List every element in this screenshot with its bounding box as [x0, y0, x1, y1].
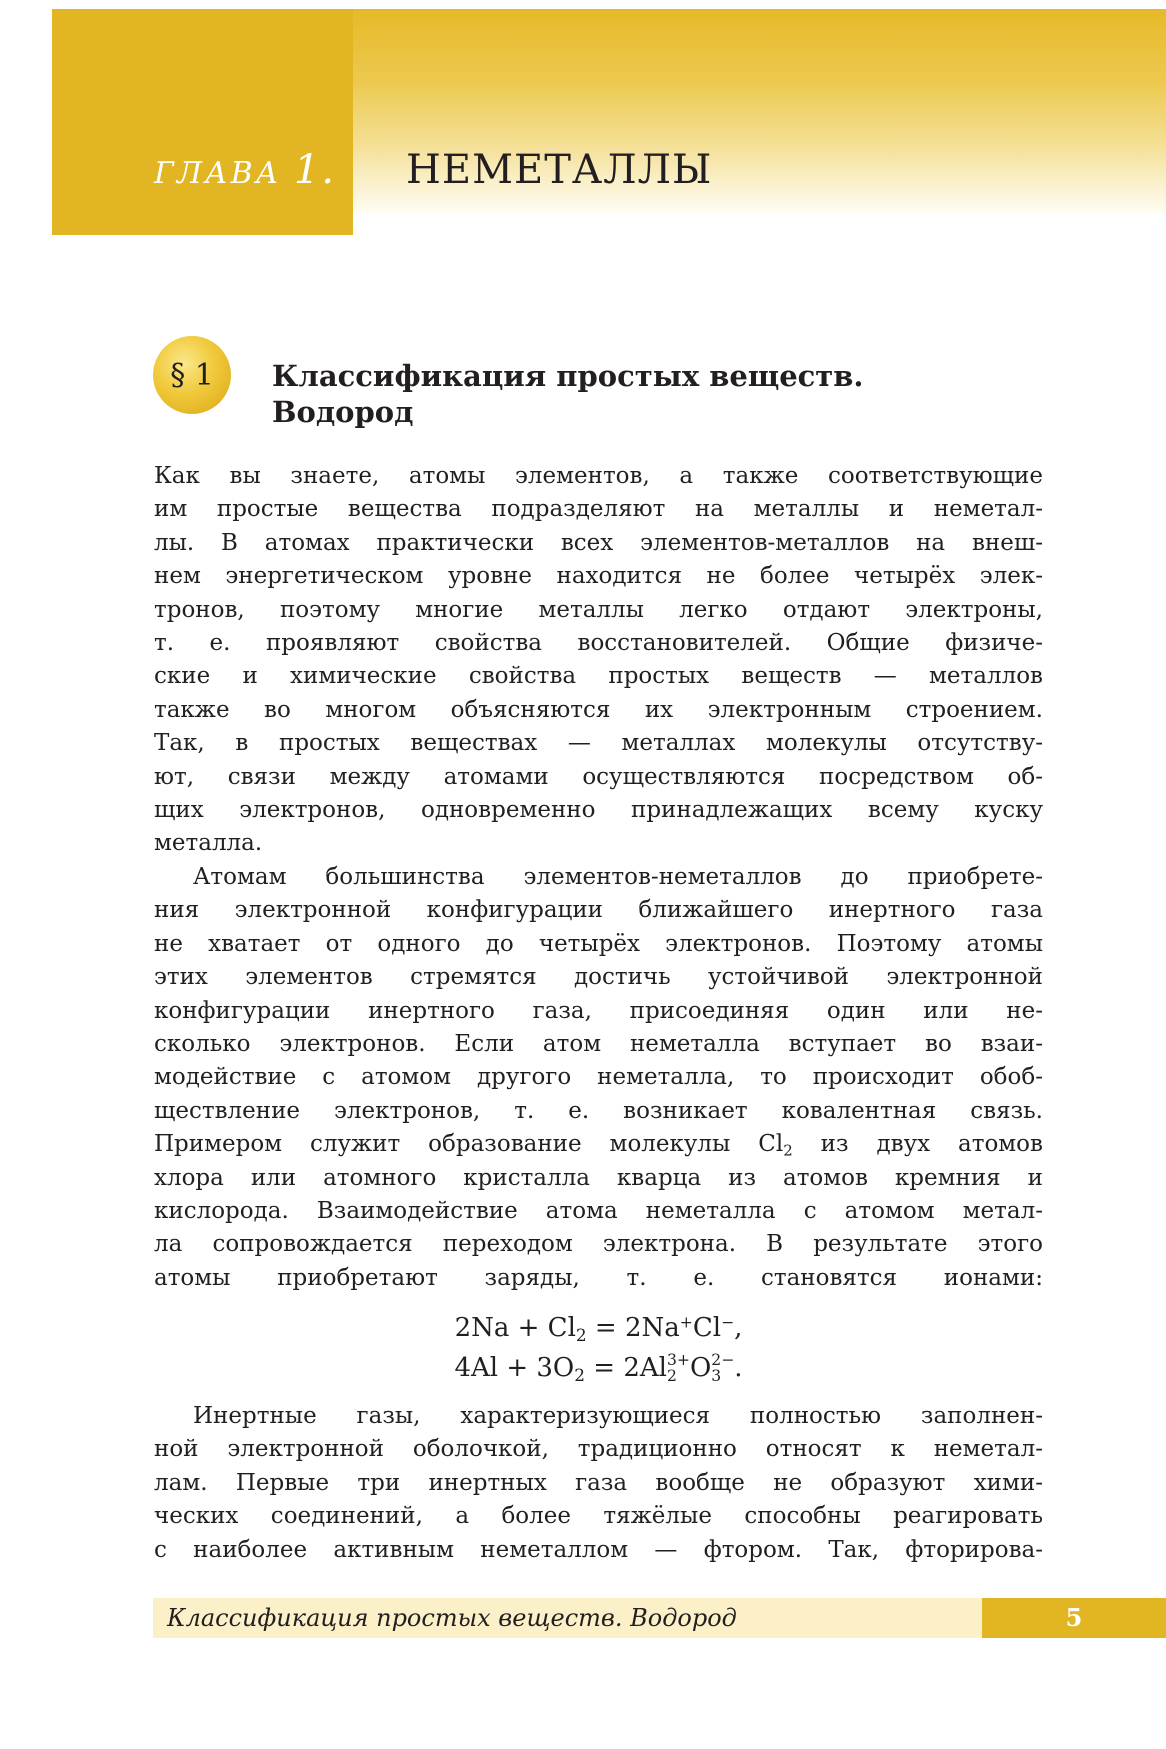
text-line: лам. Первые три инертных газа вообще не образуют хими- [154, 1469, 1043, 1496]
text-line: металла. [154, 830, 263, 857]
equation-sodium-chlorine: $2Na + Cl_2 = 2Na^+Cl^-$, [454, 1313, 743, 1346]
section-title-line: Классификация простых веществ. [272, 359, 864, 393]
text-line: кислорода. Взаимодействие атома неметалла с атомом метал- [154, 1197, 1043, 1224]
page-footer [153, 1598, 1166, 1638]
text-line: Атомам большинства элементов-неметаллов до приобрете- [193, 864, 1043, 890]
text-line: щих электронов, одновременно принадлежащих всему куску [154, 796, 1043, 823]
section-title [272, 358, 864, 430]
text-line: ния электронной конфигурации ближайшего инертного газа [154, 897, 1043, 924]
text-line: конфигурации инертного газа, присоединяя один или не- [154, 997, 1043, 1024]
text-line: тронов, поэтому многие металлы легко отдают электроны, [154, 596, 1043, 623]
text-line: ют, связи между атомами осуществляются посредством об- [154, 763, 1043, 790]
text-line: лы. В атомах практически всех элементов-металлов на внеш- [154, 529, 1043, 556]
text-line: т. е. проявляют свойства восстановителей. Общие физиче- [154, 629, 1043, 656]
text-line: также во многом объясняются их электронным строением. [154, 696, 1043, 723]
text-fragment: из двух атомов [792, 1131, 1043, 1158]
chapter-label [154, 147, 337, 194]
section-number: § 1 [170, 357, 214, 393]
subscript: 2 [783, 1141, 793, 1160]
text-line: ществление электронов, т. е. возникает ковалентная связь. [154, 1097, 1043, 1124]
text-line: ские и химические свойства простых веществ — металлов [154, 663, 1043, 690]
text-line: ческих соединений, а более тяжёлые способны реагировать [154, 1503, 1043, 1530]
text-line: этих элементов стремятся достичь устойчивой электронной [154, 964, 1043, 991]
section-title-line: Водород [272, 395, 414, 429]
page-number: 5 [982, 1598, 1166, 1638]
equation-aluminium-oxygen: $4Al + 3O_2 = 2Al$ 3+ 2 O 2− 3 . [454, 1351, 743, 1386]
text-line: не хватает от одного до четырёх электронов. Поэтому атомы [154, 930, 1043, 957]
text-line: Как вы знаете, атомы элементов, а также соответствующие [154, 463, 1043, 489]
text-line: им простые вещества подразделяют на металлы и неметал- [154, 496, 1043, 523]
text-line [154, 1128, 1043, 1161]
equations [154, 1308, 1043, 1388]
text-line: Так, в простых веществах — металлах молекулы отсутству- [154, 730, 1043, 757]
text-line: ной электронной оболочкой, традиционно относят к неметал- [154, 1436, 1043, 1463]
running-title: Классификация простых веществ. Водород [167, 1604, 737, 1632]
chapter-title: НЕМЕТАЛЛЫ [406, 147, 713, 193]
text-line: сколько электронов. Если атом неметалла вступает во взаи- [154, 1030, 1043, 1057]
paragraph-3 [154, 1400, 1043, 1567]
text-line: Инертные газы, характеризующиеся полностью заполнен- [193, 1403, 1043, 1429]
chapter-label-box [52, 9, 353, 235]
chapter-word: ГЛАВА [154, 156, 282, 191]
text-line: атомы приобретают заряды, т. е. становятся ионами: [154, 1264, 1043, 1291]
section-badge [153, 336, 231, 414]
text-fragment: Примером служит образование молекулы Cl [154, 1131, 784, 1158]
text-line: с наиболее активным неметаллом — фтором. Так, фторирова- [154, 1536, 1043, 1563]
text-line: модействие с атомом другого неметалла, то происходит обоб- [154, 1064, 1043, 1091]
text-line: хлора или атомного кристалла кварца из атомов кремния и [154, 1164, 1043, 1191]
paragraph-2 [154, 861, 1043, 1295]
text-line: ла сопровождается переходом электрона. В результате этого [154, 1231, 1043, 1258]
paragraph-1 [154, 460, 1043, 861]
chapter-number: 1. [293, 147, 337, 193]
charge-index: 2− 3 [711, 1351, 735, 1385]
charge-index: 3+ 2 [666, 1351, 690, 1385]
text-line: нем энергетическом уровне находится не более четырёх элек- [154, 563, 1043, 590]
